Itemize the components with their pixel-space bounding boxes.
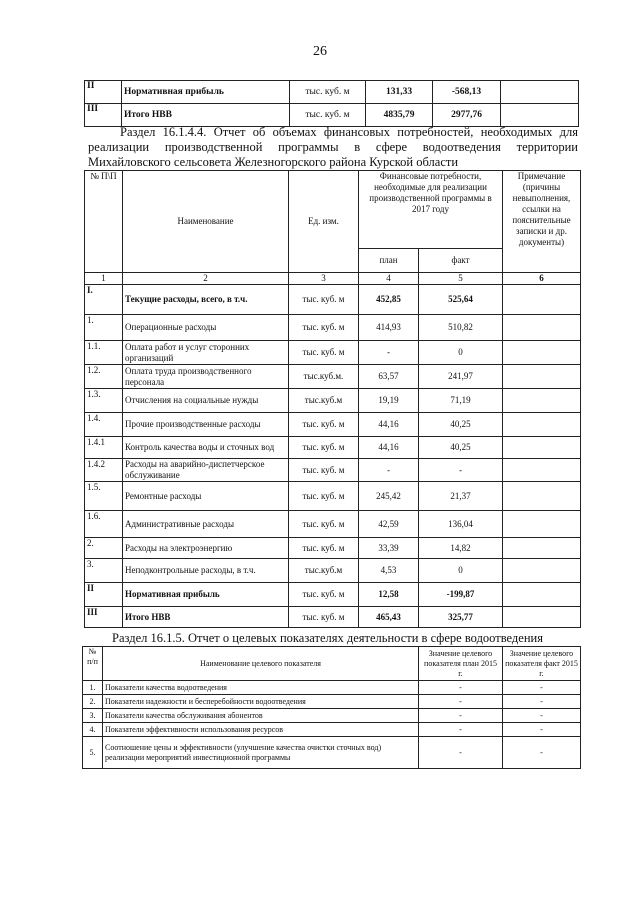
row-name: Оплата труда производственного персонала [123, 365, 289, 389]
row-fact: 2977,76 [433, 104, 501, 127]
row-fact: -568,13 [433, 81, 501, 104]
row-unit: тыс. куб. м [289, 459, 359, 482]
row-unit: тыс. куб. м [289, 511, 359, 538]
row-name: Показатели качества водоотведения [103, 681, 419, 695]
row-plan: - [419, 723, 503, 737]
header-fact: факт [419, 249, 503, 273]
row-fact: 136,04 [419, 511, 503, 538]
financial-needs-table [84, 170, 581, 628]
row-note [503, 459, 581, 482]
row-name: Прочие производственные расходы [123, 413, 289, 437]
page-number: 26 [313, 44, 327, 59]
row-unit: тыс. куб. м [289, 583, 359, 607]
table-row [85, 315, 581, 341]
column-numbers-row [85, 273, 581, 285]
row-fact: 40,25 [419, 413, 503, 437]
row-fact: - [419, 459, 503, 482]
header-plan: Значение целевого показателя план 2015 г. [419, 647, 503, 681]
table-row [83, 681, 581, 695]
row-number: 4. [83, 723, 103, 737]
row-plan: 44,16 [359, 437, 419, 459]
row-fact: 14,82 [419, 538, 503, 559]
row-plan: 44,16 [359, 413, 419, 437]
row-note [501, 81, 579, 104]
header-note: Примечание (причины невыполнения, ссылки на пояснительные записки и др. документы) [503, 171, 581, 273]
table-row [85, 81, 579, 104]
row-plan: - [359, 459, 419, 482]
row-name: Нормативная прибыль [123, 583, 289, 607]
column-number: 2 [123, 273, 289, 285]
row-fact: 40,25 [419, 437, 503, 459]
row-unit: тыс.куб.м [289, 559, 359, 583]
header-financial-needs: Финансовые потребности, необходимые для реализации производственной программы в 2017 году [359, 171, 503, 249]
row-unit: тыс. куб. м [289, 607, 359, 628]
row-fact: - [503, 709, 581, 723]
header-name: Наименование целевого показателя [103, 647, 419, 681]
row-number: II [85, 81, 122, 104]
row-note [503, 607, 581, 628]
column-number: 1 [85, 273, 123, 285]
row-plan: 33,39 [359, 538, 419, 559]
row-name: Текущие расходы, всего, в т.ч. [123, 285, 289, 315]
row-number: 1. [83, 681, 103, 695]
row-note [503, 285, 581, 315]
row-name: Неподконтрольные расходы, в т.ч. [123, 559, 289, 583]
row-note [503, 437, 581, 459]
row-fact: 510,82 [419, 315, 503, 341]
row-name: Показатели качества обслуживания абонентов [103, 709, 419, 723]
header-number: № П\П [85, 171, 123, 273]
row-number: 3. [85, 559, 123, 583]
row-fact: 525,64 [419, 285, 503, 315]
row-plan: 4,53 [359, 559, 419, 583]
row-plan: 465,43 [359, 607, 419, 628]
row-unit: тыс. куб. м [289, 538, 359, 559]
row-number: 1. [85, 315, 123, 341]
row-number: 2. [83, 695, 103, 709]
row-fact: 21,37 [419, 482, 503, 511]
table-row [85, 559, 581, 583]
target-indicators-table [82, 646, 581, 769]
section-heading-16-1-4-4: Раздел 16.1.4.4. Отчет об объемах финансовых потребностей, необходимых для реализации производственной программы в сфере водоотведения территории Михайловского сельсовета Железногорского района Курской области [88, 125, 578, 169]
table-row [85, 104, 579, 127]
row-name: Показатели эффективности использования ресурсов [103, 723, 419, 737]
table-row [83, 695, 581, 709]
row-name: Контроль качества воды и сточных вод [123, 437, 289, 459]
row-number: 1.6. [85, 511, 123, 538]
row-fact: - [503, 681, 581, 695]
row-note [501, 104, 579, 127]
row-plan: - [419, 695, 503, 709]
row-name: Итого НВВ [122, 104, 290, 127]
row-name: Оплата работ и услуг сторонних организаций [123, 341, 289, 365]
row-plan: 414,93 [359, 315, 419, 341]
column-number: 4 [359, 273, 419, 285]
row-name: Ремонтные расходы [123, 482, 289, 511]
row-name: Отчисления на социальные нужды [123, 389, 289, 413]
table-row [83, 737, 581, 769]
row-fact: 71,19 [419, 389, 503, 413]
row-number: 1.4. [85, 413, 123, 437]
row-number: 1.4.2 [85, 459, 123, 482]
row-unit: тыс.куб.м [289, 389, 359, 413]
table-row [83, 723, 581, 737]
row-note [503, 365, 581, 389]
column-number: 3 [289, 273, 359, 285]
row-number: 3. [83, 709, 103, 723]
row-plan: 452,85 [359, 285, 419, 315]
row-plan: - [419, 709, 503, 723]
row-unit: тыс. куб. м [289, 413, 359, 437]
row-note [503, 482, 581, 511]
row-fact: 241,97 [419, 365, 503, 389]
table-row [85, 607, 581, 628]
row-name: Административные расходы [123, 511, 289, 538]
row-fact: 0 [419, 559, 503, 583]
row-plan: 63,57 [359, 365, 419, 389]
table-row [85, 538, 581, 559]
row-unit: тыс. куб. м [290, 104, 366, 127]
row-plan: 245,42 [359, 482, 419, 511]
header-number: № п/п [83, 647, 103, 681]
header-name: Наименование [123, 171, 289, 273]
row-fact: 0 [419, 341, 503, 365]
row-unit: тыс. куб. м [289, 482, 359, 511]
row-unit: тыс. куб. м [289, 315, 359, 341]
row-name: Нормативная прибыль [122, 81, 290, 104]
row-note [503, 413, 581, 437]
row-note [503, 389, 581, 413]
table-row [85, 365, 581, 389]
row-number: 1.5. [85, 482, 123, 511]
table-row [85, 413, 581, 437]
table-row [85, 482, 581, 511]
row-plan: 12,58 [359, 583, 419, 607]
row-number: 1.4.1 [85, 437, 123, 459]
row-plan: 19,19 [359, 389, 419, 413]
table-row [85, 437, 581, 459]
row-number: 5. [83, 737, 103, 769]
row-note [503, 315, 581, 341]
row-note [503, 583, 581, 607]
header-fact: Значение целевого показателя факт 2015 г. [503, 647, 581, 681]
row-number: 1.2. [85, 365, 123, 389]
row-number: II [85, 583, 123, 607]
row-number: 1.1. [85, 341, 123, 365]
row-plan: 4835,79 [366, 104, 433, 127]
row-fact: -199,87 [419, 583, 503, 607]
row-plan: - [419, 737, 503, 769]
row-plan: 42,59 [359, 511, 419, 538]
row-note [503, 538, 581, 559]
row-number: I. [85, 285, 123, 315]
row-note [503, 341, 581, 365]
table-row [85, 583, 581, 607]
table-row [83, 709, 581, 723]
row-fact: - [503, 737, 581, 769]
header-unit: Ед. изм. [289, 171, 359, 273]
row-fact: - [503, 723, 581, 737]
table-row [85, 389, 581, 413]
row-name: Показатели надежности и бесперебойности водоотведения [103, 695, 419, 709]
column-number: 6 [503, 273, 581, 285]
section-heading-16-1-5: Раздел 16.1.5. Отчет о целевых показателях деятельности в сфере водоотведения [112, 631, 543, 645]
row-plan: 131,33 [366, 81, 433, 104]
row-name: Расходы на аварийно-диспетчерское обслуживание [123, 459, 289, 482]
table-row [85, 511, 581, 538]
row-name: Соотношение цены и эффективности (улучшение качества очистки сточных вод) реализации мероприятий инвестиционной программы [103, 737, 419, 769]
table-row [85, 341, 581, 365]
row-name: Итого НВВ [123, 607, 289, 628]
row-plan: - [359, 341, 419, 365]
row-note [503, 511, 581, 538]
row-number: 1.3. [85, 389, 123, 413]
table-row [85, 285, 581, 315]
row-unit: тыс. куб. м [289, 285, 359, 315]
row-fact: - [503, 695, 581, 709]
row-unit: тыс. куб. м [289, 341, 359, 365]
row-number: III [85, 104, 122, 127]
header-plan: план [359, 249, 419, 273]
row-name: Операционные расходы [123, 315, 289, 341]
row-note [503, 559, 581, 583]
row-name: Расходы на электроэнергию [123, 538, 289, 559]
row-unit: тыс. куб. м [290, 81, 366, 104]
row-unit: тыс.куб.м. [289, 365, 359, 389]
column-number: 5 [419, 273, 503, 285]
row-number: 2. [85, 538, 123, 559]
table-row [85, 459, 581, 482]
row-fact: 325,77 [419, 607, 503, 628]
row-plan: - [419, 681, 503, 695]
row-number: III [85, 607, 123, 628]
top-continuation-table [84, 80, 579, 127]
row-unit: тыс. куб. м [289, 437, 359, 459]
